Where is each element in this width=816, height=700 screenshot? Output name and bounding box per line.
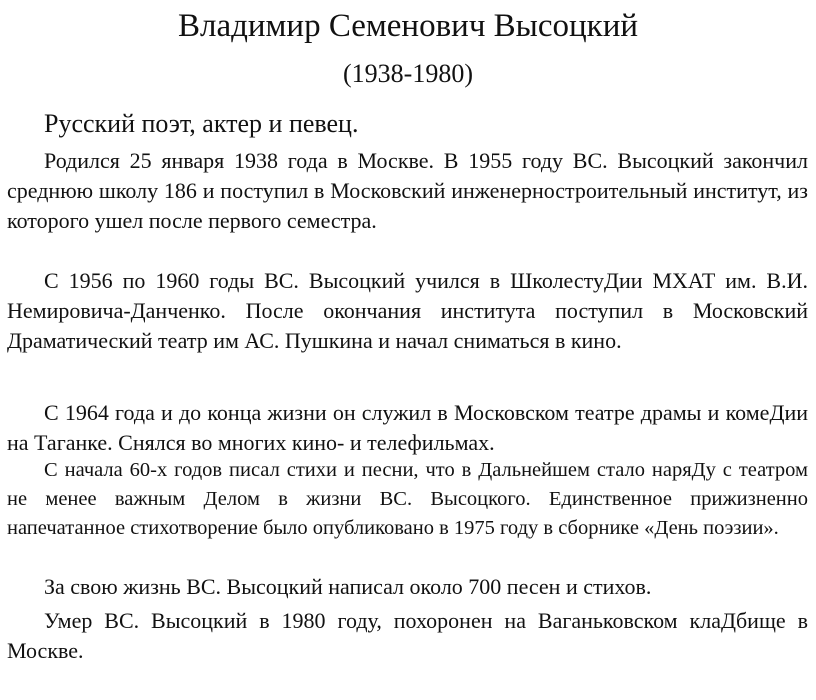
paragraph-song-count: За свою жизнь ВС. Высоцкий написал около 700 песен и стихов. [44,574,652,599]
paragraph-poems-songs: С начала 60-х годов писал стихи и песни, что в Дальнейшем стало наряДу с театром не менее важным Делом в жизни ВС. Высоцкого. Единственное прижизненно напечатанное стихотворение было опубликовано в 1975 году в сборнике «День поэзии». [7,459,808,539]
paragraph-birth-education: Родился 25 января 1938 года в Москве. В 1955 году ВС. Высоцкий закончил среднюю школу 186 и поступил в Московский инженерностроительный институт, из которого ушел после первого семестра. [7,148,808,233]
life-years: (1938-1980) [343,59,473,88]
paragraph-theatre-school: С 1956 по 1960 годы ВС. Высоцкий учился в ШколестуДии МХАТ им. В.И. Немировича-Данченко. После окончания института поступил в Московский Драматический театр им АС. Пушкина и начал сниматься в кино. [7,268,808,353]
paragraph-death: Умер ВС. Высоцкий в 1980 году, похоронен на Ваганьковском клаДбище в Москве. [7,608,808,663]
subtitle: Русский поэт, актер и певец. [44,109,359,138]
paragraph-taganka-theatre: С 1964 года и до конца жизни он служил в Московском театре драмы и комеДии на Таганке. Снялся во многих кино- и телефильмах. [7,400,808,455]
page-title: Владимир Семенович Высоцкий [177,8,639,44]
